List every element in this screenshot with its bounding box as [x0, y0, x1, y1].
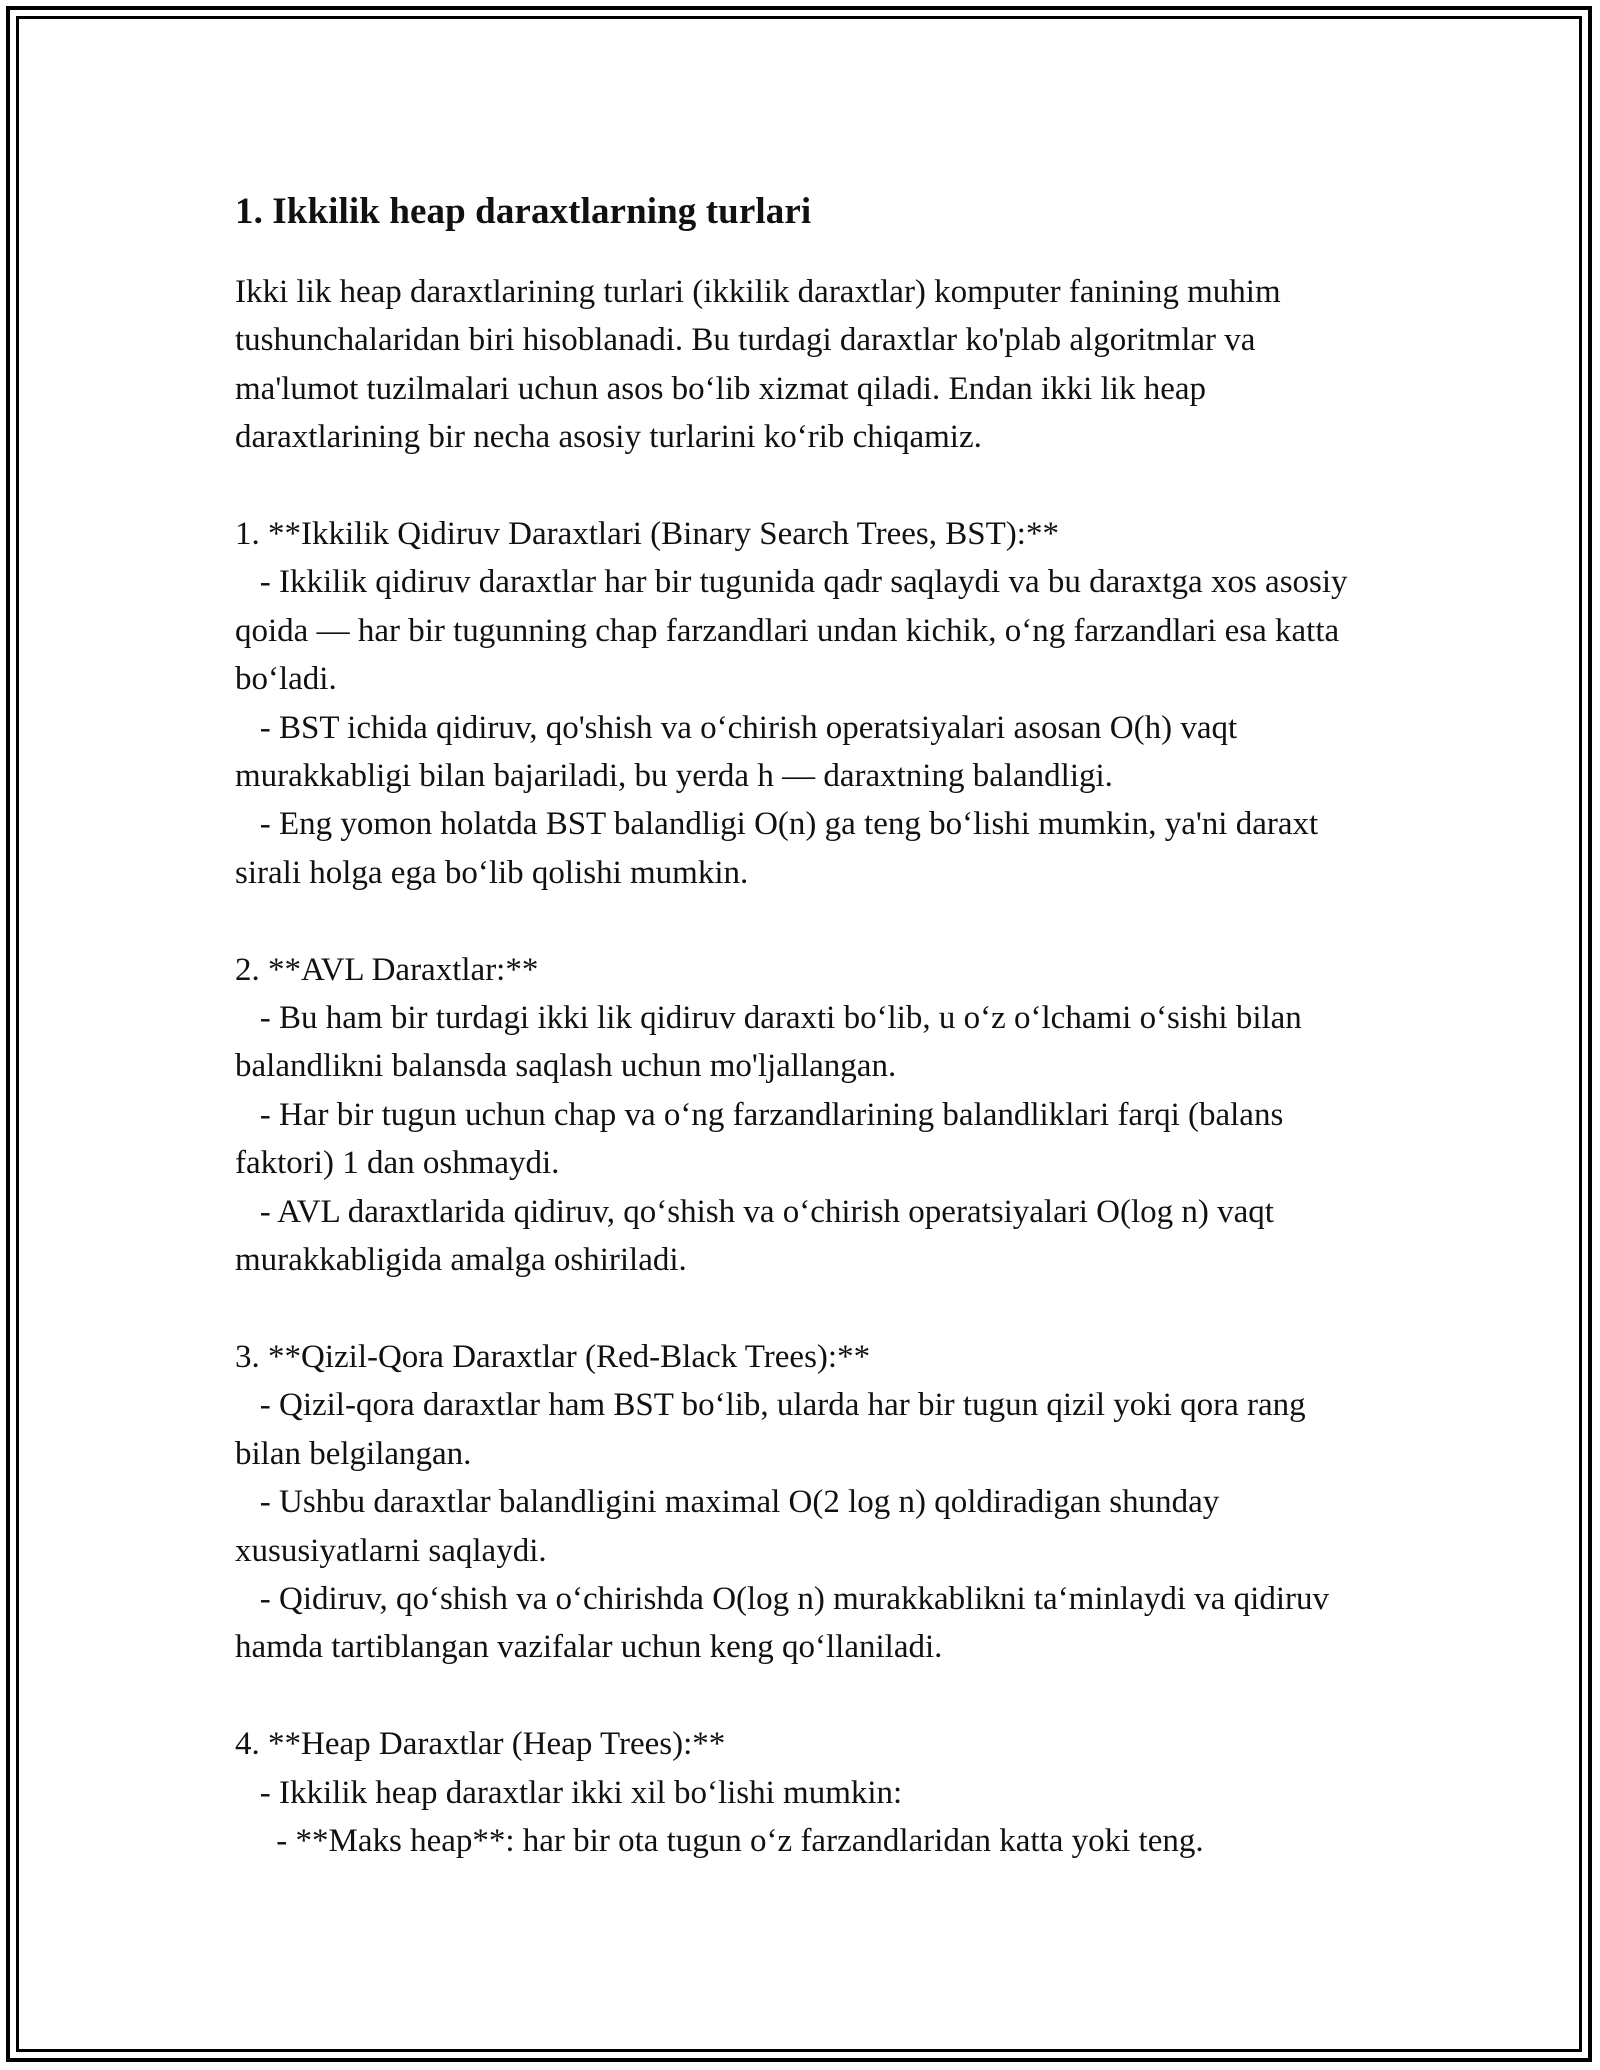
- section-bst: [235, 510, 1365, 897]
- list-item: - Qidiruv, qo‘shish va o‘chirishda O(log n) murakkablikni ta‘minlaydi va qidiruv hamda tartiblangan vazifalar uchun keng qo‘llaniladi.: [235, 1580, 1338, 1666]
- document-body: [235, 186, 1365, 1865]
- section-heading: 1. **Ikkilik Qidiruv Daraxtlari (Binary Search Trees, BST):**: [235, 516, 1059, 553]
- list-item: - Ikkilik heap daraxtlar ikki xil bo‘lishi mumkin:: [235, 1774, 903, 1811]
- section-heap: [235, 1720, 1365, 1865]
- section-heading: 2. **AVL Daraxtlar:**: [235, 951, 539, 988]
- section-avl: [235, 946, 1365, 1285]
- list-item: - **Maks heap**: har bir ota tugun o‘z farzandlaridan katta yoki teng.: [235, 1822, 1204, 1859]
- list-item: - Har bir tugun uchun chap va o‘ng farzandlarining balandliklari farqi (balans faktori) 1 dan oshmaydi.: [235, 1096, 1292, 1182]
- list-item: - AVL daraxtlarida qidiruv, qo‘shish va o‘chirish operatsiyalari O(log n) vaqt murakkabligida amalga oshiriladi.: [235, 1193, 1283, 1279]
- paragraph-gap: [235, 1672, 1365, 1720]
- list-item: - Ushbu daraxtlar balandligini maximal O(2 log n) qoldiradigan shunday xususiyatlarni saqlaydi.: [235, 1484, 1228, 1569]
- section-heading: 4. **Heap Daraxtlar (Heap Trees):**: [235, 1726, 726, 1763]
- list-item: - Qizil-qora daraxtlar ham BST bo‘lib, ularda har bir tugun qizil yoki qora rang bilan belgilangan.: [235, 1387, 1314, 1472]
- section-heading: 3. **Qizil-Qora Daraxtlar (Red-Black Trees):**: [235, 1338, 871, 1375]
- document-title: 1. Ikkilik heap daraxtlarning turlari: [235, 191, 812, 232]
- list-item: - Ikkilik qidiruv daraxtlar har bir tugunida qadr saqlaydi va bu daraxtga xos asosiy qoida — har bir tugunning chap farzandlari undan kichik, o‘ng farzandlari esa katta bo‘ladi.: [235, 564, 1356, 698]
- list-item: - Bu ham bir turdagi ikki lik qidiruv daraxti bo‘lib, u o‘z o‘lchami o‘sishi bilan balandlikni balansda saqlash uchun mo'ljallangan.: [235, 1000, 1311, 1085]
- section-red-black: [235, 1333, 1365, 1672]
- paragraph-gap: [235, 1285, 1365, 1333]
- paragraph-gap: [235, 462, 1365, 510]
- list-item: - BST ichida qidiruv, qo'shish va o‘chirish operatsiyalari asosan O(h) vaqt murakkabligi bilan bajariladi, bu yerda h — daraxtning balandligi.: [235, 709, 1246, 795]
- list-item: - Eng yomon holatda BST balandligi O(n) ga teng bo‘lishi mumkin, ya'ni daraxt sirali holga ega bo‘lib qolishi mumkin.: [235, 806, 1327, 891]
- intro-paragraph: Ikki lik heap daraxtlarining turlari (ikkilik daraxtlar) komputer fanining muhim tushunchalaridan biri hisoblanadi. Bu turdagi daraxtlar ko'plab algoritmlar va ma'lumot tuzilmalari uchun asos bo‘lib xizmat qiladi. Endan ikki lik heap daraxtlarining bir necha asosiy turlarini ko‘rib chiqamiz.: [235, 274, 1289, 456]
- paragraph-gap: [235, 897, 1365, 945]
